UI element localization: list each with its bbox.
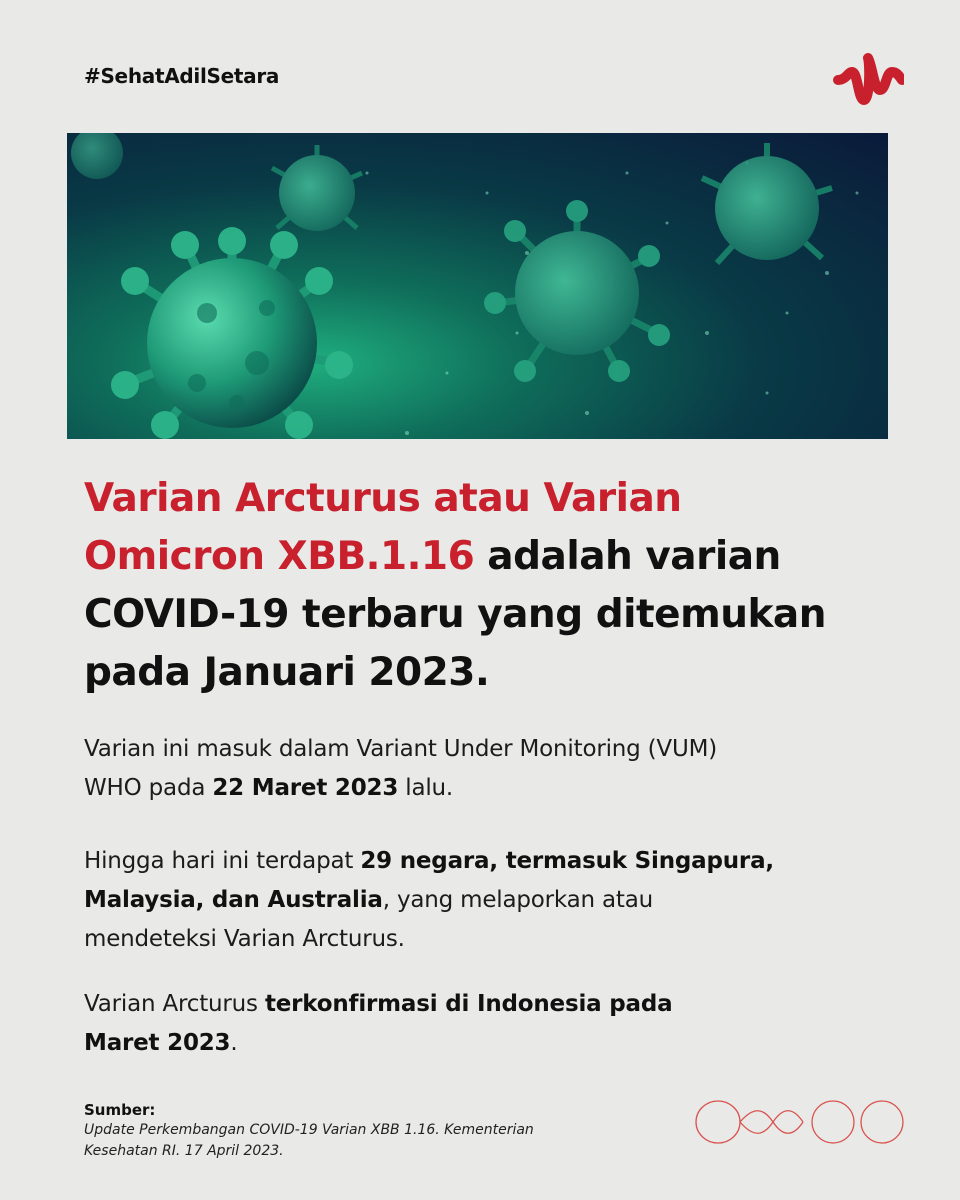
red-pulse-logo-icon	[832, 50, 904, 106]
p1-date: 22 Maret 2023	[212, 775, 399, 801]
virus-small-top	[272, 145, 362, 231]
headline-accent-line2: Omicron XBB.1.16	[84, 534, 475, 579]
p2-text3: mendeteksi Varian Arcturus.	[84, 926, 405, 952]
headline-accent-line1: Varian Arcturus atau Varian	[84, 476, 682, 521]
p3-text2: .	[230, 1030, 238, 1056]
paragraph-countries	[84, 842, 884, 959]
headline-line3: COVID-19 terbaru yang ditemukan	[84, 592, 826, 637]
source-line1: Update Perkembangan COVID-19 Varian XBB 1.16. Kementerian	[84, 1122, 534, 1138]
headline	[84, 470, 884, 702]
infinity-circles-outline-icon	[693, 1097, 905, 1147]
headline-line4: pada Januari 2023.	[84, 650, 490, 695]
p2-bold1: 29 negara, termasuk Singapura,	[360, 848, 774, 874]
hero-virus-image	[67, 133, 888, 439]
p3-bold1: terkonfirmasi di Indonesia pada	[264, 991, 673, 1017]
p3-bold2: Maret 2023	[84, 1030, 231, 1056]
p2-text2: , yang melaporkan atau	[382, 887, 653, 913]
source-label: Sumber:	[84, 1101, 156, 1119]
p1-text2: WHO pada	[84, 775, 213, 801]
p1-text3: lalu.	[398, 775, 454, 801]
paragraph-vum	[84, 730, 884, 808]
hashtag: #SehatAdilSetara	[84, 64, 280, 88]
source-line2: Kesehatan RI. 17 April 2023.	[84, 1143, 284, 1159]
p1-text1: Varian ini masuk dalam Variant Under Monitoring (VUM)	[84, 736, 718, 762]
virus-medium	[484, 200, 670, 382]
virus-large	[111, 227, 353, 439]
headline-rest-line2: adalah varian	[474, 534, 781, 579]
paragraph-indonesia	[84, 985, 884, 1063]
p2-text1: Hingga hari ini terdapat	[84, 848, 361, 874]
p3-text1: Varian Arcturus	[84, 991, 265, 1017]
virus-small-right	[702, 143, 832, 263]
source-block	[84, 1100, 684, 1162]
p2-bold2: Malaysia, dan Australia	[84, 887, 383, 913]
